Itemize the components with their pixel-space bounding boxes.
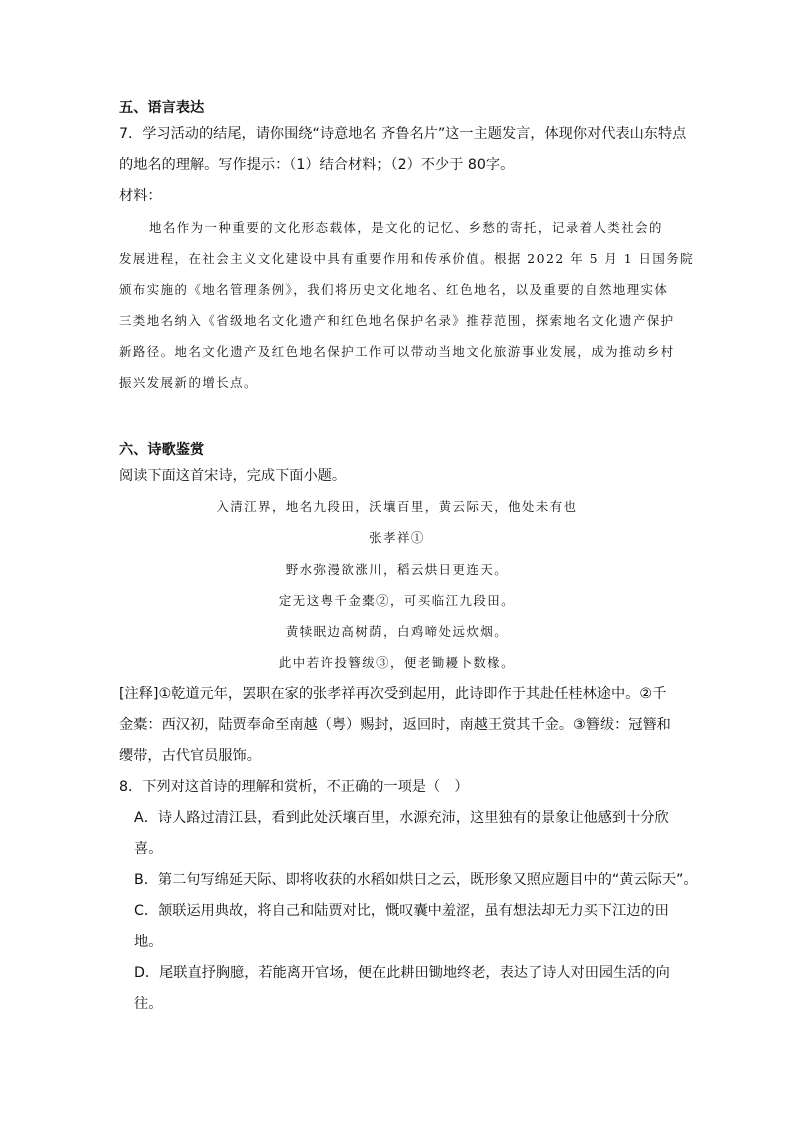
option-b: B．第二句写绵延天际、即将收获的水稻如烘日之云，既形象又照应题目中的“黄云际天”。 xyxy=(134,872,698,888)
material-line: 地名作为一种重要的文化形态载体，是文化的记忆、乡愁的寄托，记录着人类社会的 xyxy=(149,220,663,235)
poem-title: 入清江界，地名九段田，沃壤百里，黄云际天，他处未有也 xyxy=(216,499,578,514)
material-line: 三类地名纳入《省级地名文化遗产和红色地名保护名录》推荐范围，探索地名文化遗产保护 xyxy=(119,313,675,328)
option-a-cont: 喜。 xyxy=(134,841,163,857)
q7-line2: 的地名的理解。写作提示：（1）结合材料；（2）不少于 80字。 xyxy=(119,157,515,173)
q7-line1: 7．学习活动的结尾，请你围绕“诗意地名 齐鲁名片”这一主题发言，体现你对代表山东特点 xyxy=(119,126,687,142)
material-line: 颁布实施的《地名管理条例》，我们将历史文化地名、红色地名，以及重要的自然地理实体 xyxy=(119,282,669,297)
section5-heading: 五、语言表达 xyxy=(119,100,205,116)
poem-line: 定无这粤千金橐②，可买临江九段田。 xyxy=(278,593,516,608)
note-line: 缨带，古代官员服饰。 xyxy=(119,748,261,764)
option-d-cont: 往。 xyxy=(134,996,163,1012)
poem-line: 黄犊眠边高树荫，白鸡啼处远炊烟。 xyxy=(285,624,509,639)
material-line: 新路径。地名文化遗产及红色地名保护工作可以带动当地文化旅游事业发展，成为推动乡村 xyxy=(119,344,675,359)
q8-stem: 8．下列对这首诗的理解和赏析，不正确的一项是（ ） xyxy=(119,779,469,795)
poem-line: 野水弥漫欲涨川，稻云烘日更连天。 xyxy=(285,562,509,577)
poem-line: 此中若许投簪绂③，便老锄耰卜数椽。 xyxy=(278,655,516,670)
option-a: A．诗人路过清江县，看到此处沃壤百里，水源充沛，这里独有的景象让他感到十分欣 xyxy=(134,810,669,826)
section6-heading: 六、诗歌鉴赏 xyxy=(119,442,205,458)
poem-instruction: 阅读下面这首宋诗，完成下面小题。 xyxy=(119,468,347,484)
material-line: 振兴发展新的增长点。 xyxy=(119,375,258,390)
material-label: 材料： xyxy=(119,188,162,204)
option-d: D．尾联直抒胸臆，若能离开官场，便在此耕田锄地终老，表达了诗人对田园生活的向 xyxy=(134,965,670,981)
option-c-cont: 地。 xyxy=(134,934,163,950)
material-line: 发展进程，在社会主义文化建设中具有重要作用和传承价值。根据 2022 年 5 月 1 日国务院 xyxy=(119,251,695,266)
poem-author: 张孝祥① xyxy=(369,530,425,545)
note-line: 金橐：西汉初，陆贾奉命至南越（粤）赐封，返回时，南越王赏其千金。③簪绂：冠簪和 xyxy=(119,717,671,733)
option-c: C．颔联运用典故，将自己和陆贾对比，慨叹囊中羞涩，虽有想法却无力买下江边的田 xyxy=(134,903,669,919)
note-line: [注释]①乾道元年，罢职在家的张孝祥再次受到起用，此诗即作于其赴任桂林途中。②千 xyxy=(119,686,667,702)
